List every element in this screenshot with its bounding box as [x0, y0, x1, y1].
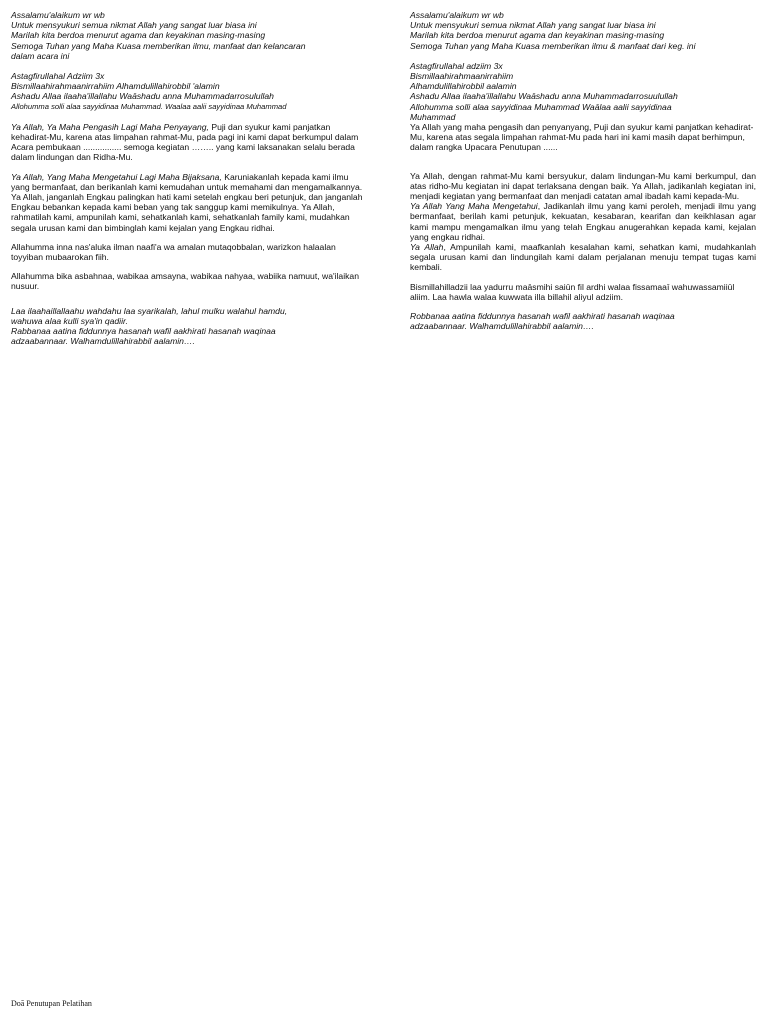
left-paragraph-3: Allahumma inna nas'aluka ilman naafi'a wa amalan mutaqobbalan, warizkon halaalan toyyiban mubaarokan fiih. — [11, 241, 336, 263]
text-line: Rabbanaa aatina fiddunnya hasanah wafil aakhirati hasanah waqinaa — [11, 326, 276, 337]
document-footer: Doā Penutupan Pelatihan — [11, 999, 92, 1008]
paragraph-body: Karuniakanlah kepada kami ilmu yang bermanfaat, dan berikanlah kami kemudahan untuk memahami dan mengamalkannya. Ya Allah, janganlah Engkau palingkan hati kami setelah engkau beri petunjuk, dan janganlah Engkau bebankan kepada kami beban yang tak sanggup kami memikulnya. Ya Allah, rahmatilah kami, ampunilah kami, sehatkanlah kami, sehatkanlah family kami, mudahkan segala urusan kami dan bimbinglah kami kejalan yang Engkau ridhai. — [11, 171, 363, 233]
text-line: wahuwa alaa kulli sya'in qadiir. — [11, 315, 128, 326]
right-column — [410, 10, 756, 341]
text-line: adzaabannaar. Walhamdulillahirabbil aalamin…. — [11, 336, 195, 347]
paragraph-body: Ya Allah, dengan rahmat-Mu kami bersyukur, dalam lindungan-Mu kami berkumpul, dan atas ridho-Mu kegiatan ini dapat terlaksana dengan baik. Ya Allah, jadikanlah kegiatan ini, menjadi kegiatan yang bermanfaat dan menjadi catatan amal ibadah kami kepada-Mu. — [410, 170, 756, 202]
paragraph-body: , Jadikanlah ilmu yang kami peroleh, menjadi ilmu yang bermanfaat, berilah kami petunjuk, kekuatan, kesabaran, kearifan dan keikhlasan agar kami mampu mengamalkan ilmu yang telah Engkau anugerahkan kepada kami, kejalan yang engkau ridhai. — [410, 201, 756, 242]
right-opening — [410, 61, 756, 122]
paragraph-lead: Ya Allah, Ya Maha Pengasih Lagi Maha Penyayang, — [11, 121, 209, 132]
text-line: Laa ilaahaillallaahu wahdahu laa syarikalah, lahul mulku walahul hamdu, — [11, 305, 288, 316]
right-paragraph-3: Bismillahilladzii laa yadurru maāsmihi saiūn fil ardhi walaa fissamaaī wahuwassamiiūl aliim. Laa hawla walaa kuwwata illa billahil aliyul adziim. — [410, 281, 735, 302]
text-line: Marilah kita berdoa menurut agama dan keyakinan masing-masing — [11, 30, 266, 41]
left-paragraph-4: Allahumma bika asbahnaa, wabikaa amsayna, wabikaa nahyaa, wabiika namuut, wa'ilaikan nusuur. — [11, 271, 359, 292]
paragraph-lead: Ya Allah, Yang Maha Mengetahui Lagi Maha Bijaksana, — [11, 171, 222, 182]
left-closing — [11, 306, 363, 347]
paragraph-body: , Ampunilah kami, maafkanlah kesalahan kami, sehatkan kami, mudahkanlah segala urusan kami dan lindungilah kami dalam perjalanan menuju tempat tugas kami kembali. — [410, 242, 756, 273]
text-line: Ashadu Allaa ilaaha'illallahu Waāshadu anna Muhammadarrosulullah — [11, 91, 274, 102]
text-line: Bismillaahirahmaanirrahiim Alhamdulillahirobbil 'alamin — [11, 81, 220, 92]
right-paragraph-2 — [410, 171, 756, 273]
text-line: Allohumma solli alaa sayyidinaa Muhammad Waālaa aalii sayyidinaa — [410, 101, 672, 112]
text-line: dalam acara ini — [11, 50, 70, 61]
paragraph-body: Puji dan syukur kami panjatkan kehadirat-Mu, karena atas limpahan rahmat-Mu, pada pagi ini kami dapat berkumpul dalam Acara pembukaan ................ semoga kegiatan …….. yang kami laksanakan selalu berada dalam lindungan dan Ridha-Mu. — [11, 121, 359, 163]
paragraph-lead: Ya Allah — [410, 242, 444, 253]
paragraph-lead: Ya Allah Yang Maha Mengetahui — [410, 201, 538, 212]
text-line: Assalamu'alaikum wr wb — [11, 10, 105, 20]
text-line: Untuk mensyukuri semua nikmat Allah yang sangat luar biasa ini — [410, 20, 656, 31]
text-line: adzaabannaar. Walhamdulillahirabbil aalamin…. — [410, 321, 594, 332]
text-line: Robbanaa aatina fiddunnya hasanah wafil aakhirati hasanah waqinaa — [410, 311, 675, 322]
text-line: Marilah kita berdoa menurut agama dan keyakinan masing-masing — [410, 30, 665, 41]
left-greeting — [11, 10, 363, 61]
text-line: Ashadu Allaa ilaaha'illallahu Waāshadu anna Muhammadarrosuulullah — [410, 91, 678, 102]
right-paragraph-1: Ya Allah yang maha pengasih dan penyanyang, Puji dan syukur kami panjatkan kehadirat-Mu, karena atas segala limpahan rahmat-Mu pada hari ini kami masih dapat berhimpun, dalam rangka Upacara Penutupan ...... — [410, 122, 754, 153]
text-line: Untuk mensyukuri semua nikmat Allah yang sangat luar biasa ini — [11, 20, 257, 31]
text-line: Astagfirullahal adziim 3x — [410, 60, 503, 71]
right-closing — [410, 311, 756, 331]
left-paragraph-2 — [11, 172, 363, 233]
text-line: Assalamu'alaikum wr wb — [410, 10, 504, 20]
text-line: Astagfirullahal Adziim 3x — [11, 71, 105, 82]
text-line: Allohumma solli alaa sayyidinaa Muhammad. Waalaa aalii sayyidinaa Muhammad — [11, 101, 287, 111]
text-line: Semoga Tuhan yang Maha Kuasa memberikan ilmu, manfaat dan kelancaran — [11, 40, 306, 51]
left-paragraph-1 — [11, 122, 363, 163]
left-opening — [11, 71, 363, 112]
text-line: Bismillaahirahmaanirrahiim — [410, 71, 514, 82]
left-column — [11, 10, 363, 356]
text-line: Muhammad — [410, 111, 456, 122]
text-line: Semoga Tuhan yang Maha Kuasa memberikan ilmu & manfaat dari keg. ini — [410, 40, 696, 51]
right-greeting — [410, 10, 756, 51]
text-line: Alhamdulillahirobbil aalamin — [410, 81, 517, 92]
